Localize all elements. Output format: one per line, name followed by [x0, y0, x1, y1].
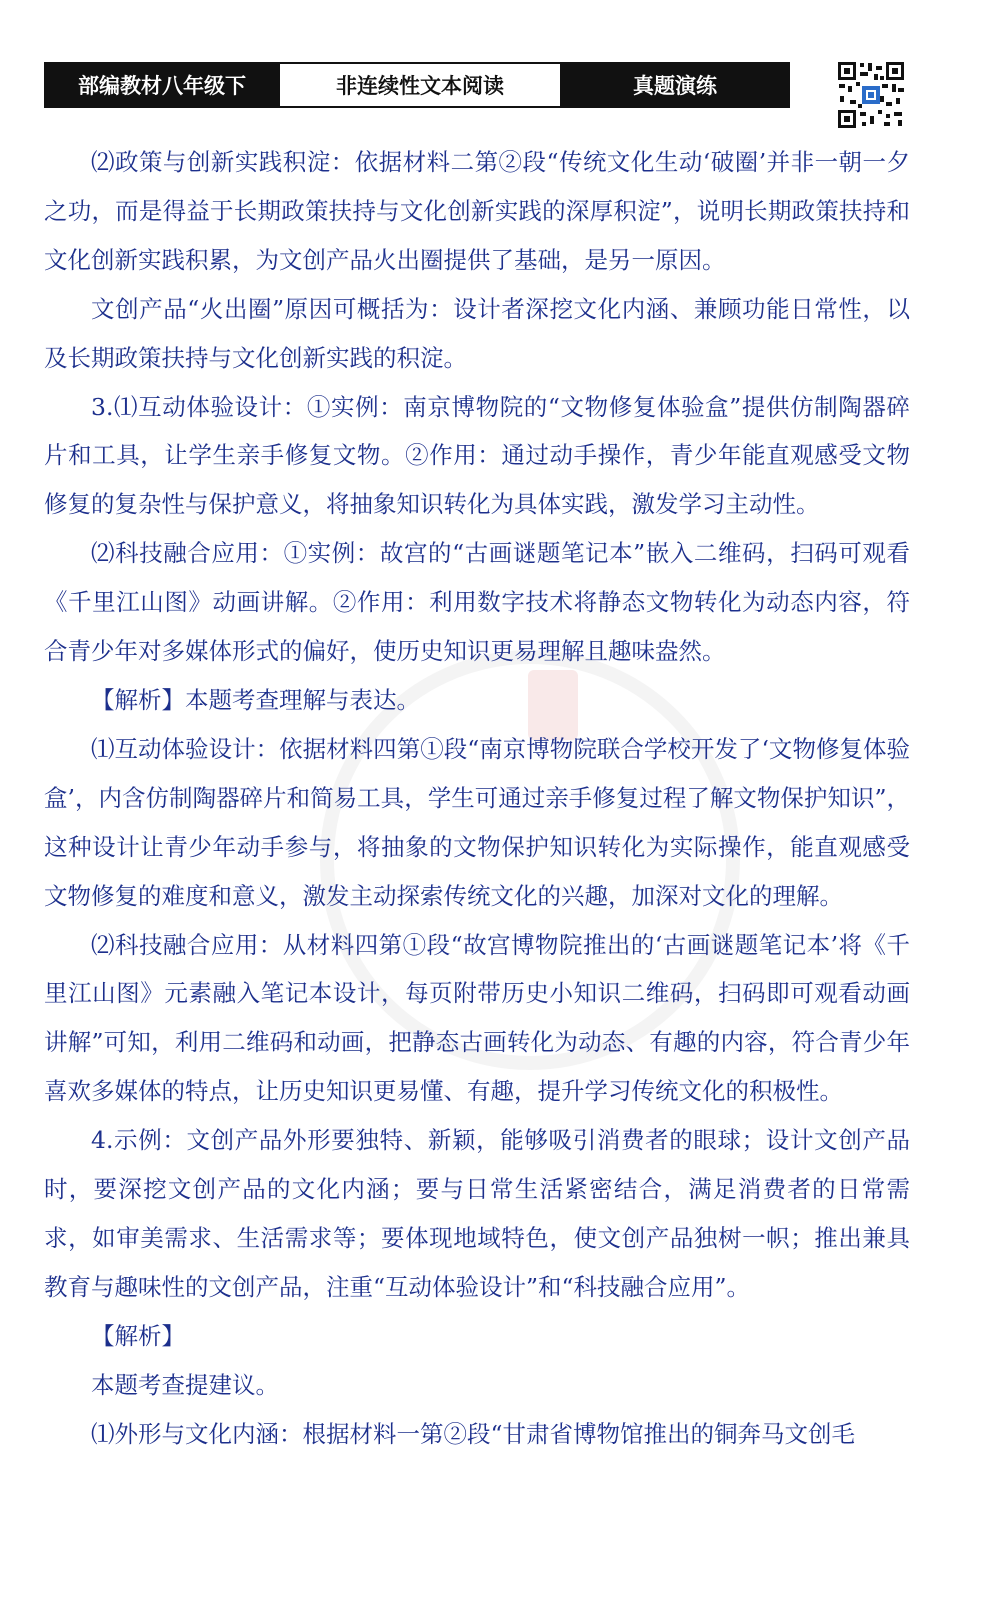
- analysis-paragraph: ⑵科技融合应用：从材料四第①段“故宫博物院推出的‘古画谜题笔记本’将《千里江山图》元素融入笔记本设计，每页附带历史小知识二维码，扫码即可观看动画讲解”可知，利用二维码和动画，把静态古画转化为动态、有趣的内容，符合青少年喜欢多媒体的特点，让历史知识更易懂、有趣，提升学习传统文化的积极性。: [44, 930, 910, 1106]
- answer-paragraph: 4.示例：文创产品外形要独特、新颖，能够吸引消费者的眼球；设计文创产品时，要深挖文创产品的文化内涵；要与日常生活紧密结合，满足消费者的日常需求，如审美需求、生活需求等；要体现地域特色，使文创产品独树一帜；推出兼具教育与趣味性的文创产品，注重“互动体验设计”和“科技融合应用”。: [44, 1126, 910, 1301]
- analysis-heading: 【解析】: [91, 1321, 185, 1350]
- header-grade-label: 部编教材八年级下: [46, 64, 278, 106]
- qr-code-icon[interactable]: [836, 60, 906, 130]
- analysis-heading: 【解析】本题考查理解与表达。: [91, 685, 420, 714]
- header-topic-label: 非连续性文本阅读: [278, 64, 562, 106]
- analysis-paragraph: ⑴外形与文化内涵：根据材料一第②段“甘肃省博物馆推出的铜奔马文创毛: [91, 1419, 856, 1448]
- document-body: [44, 138, 910, 1458]
- header-section-label: 真题演练: [562, 64, 788, 106]
- answer-paragraph: 文创产品“火出圈”原因可概括为：设计者深挖文化内涵、兼顾功能日常性，以及长期政策扶持与文化创新实践的积淀。: [44, 294, 910, 372]
- answer-paragraph: 3.⑴互动体验设计：①实例：南京博物院的“文物修复体验盒”提供仿制陶器碎片和工具，让学生亲手修复文物。②作用：通过动手操作，青少年能直观感受文物修复的复杂性与保护意义，将抽象知识转化为具体实践，激发学习主动性。: [44, 392, 910, 519]
- analysis-paragraph: ⑴互动体验设计：依据材料四第①段“南京博物院联合学校开发了‘文物修复体验盒’，内含仿制陶器碎片和简易工具，学生可通过亲手修复过程了解文物保护知识”，这种设计让青少年动手参与，将抽象的文物保护知识转化为实际操作，能直观感受文物修复的难度和意义，激发主动探索传统文化的兴趣，加深对文化的理解。: [44, 734, 910, 910]
- header-bar: [44, 62, 790, 108]
- analysis-paragraph: 本题考查提建议。: [91, 1370, 279, 1399]
- answer-paragraph: ⑵科技融合应用：①实例：故宫的“古画谜题笔记本”嵌入二维码，扫码可观看《千里江山图》动画讲解。②作用：利用数字技术将静态文物转化为动态内容，符合青少年对多媒体形式的偏好，使历史知识更易理解且趣味盎然。: [44, 539, 910, 666]
- answer-paragraph: ⑵政策与创新实践积淀：依据材料二第②段“传统文化生动‘破圈’并非一朝一夕之功，而是得益于长期政策扶持与文化创新实践的深厚积淀”，说明长期政策扶持和文化创新实践积累，为文创产品火出圈提供了基础，是另一原因。: [44, 148, 910, 274]
